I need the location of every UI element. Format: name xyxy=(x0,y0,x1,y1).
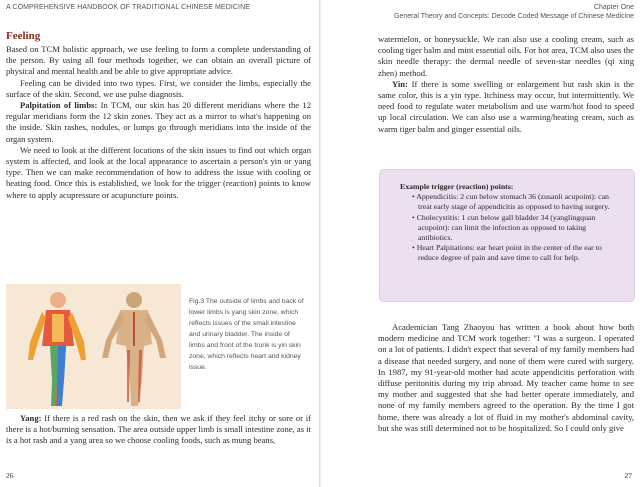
box-title: Example trigger (reaction) points: xyxy=(400,182,514,191)
list-item: • Cholecystitis: 1 cun below gall bladder 34 (yanglingquan acupoint): can limit the infection as opposed to taking antibiotics. xyxy=(412,212,596,243)
paragraph: Academician Tang Zhaoyou has written a book about how both modern medicine and TCM work together: "I was a surgeon. I operated on a lot of patients. I didn't expect that several of my family members had a disease that needed surgery, and none of them were cured with surgery. In 1987, my 91-year-old mother had acute appendicitis perforation with diffuse peritonitis during my trip abroad. My teacher came home to see my mother and suggested that she had better operate immediately, and none of my family members agreed to the operation. By the time I got home, there was already a lot of fluid in my mother's abdominal cavity, but she was still determined not to be hospitalized. So I could only give xyxy=(378,322,634,433)
chapter-label: Chapter One xyxy=(593,4,634,11)
running-header-right xyxy=(394,3,634,21)
page-number: 26 xyxy=(6,471,14,480)
paragraph: Yang: If there is a red rash on the skin, then we ask if they feel itchy or sore or if there is a hot/burning sensation. The area outside upper limb is small intestine zone, as it is a hot rash and a yang area so we choose cooling foods, such as mung beans, xyxy=(6,413,311,446)
left-body-text xyxy=(6,30,311,201)
paragraph-label: Yin: xyxy=(392,78,408,89)
paragraph: watermelon, or honeysuckle. We can also use a cooling cream, such as cooling tiger balm and mint essential oils. For hot area, TCM also uses the skin needle therapy: the dermal needle of seven-star needles (qi xing zhen) method. xyxy=(378,34,634,78)
acupuncture-figure-image xyxy=(6,284,181,409)
paragraph: Feeling can be divided into two types. First, we consider the limbs, especially the surface of the skin. Second, we use pulse diagnosis. xyxy=(6,77,311,99)
paragraph: Yin: If there is some swelling or enlargement but rash skin is the same color, this is a yin type. Itchiness may occur, but intermittently. We need food to regulate water metabolism and use warm/hot food to speed up local circulation. We can also use a warming/heating cream, such as warm tiger balm and ginger essential oils. xyxy=(378,78,634,134)
paragraph: We need to look at the different locations of the skin issues to find out which organ system is affected, and look at the local appearance to ascertain a person's yin or yang type. Then we can make recommendation of how to address the issue with cooling or heating food. Once this is established, we look for the trigger (reaction) points to know where to apply acupressure or acupuncture points. xyxy=(6,144,311,200)
list-item: • Heart Palpitations: ear heart point in the center of the ear to reduce degree of pain and save time to call for help. xyxy=(412,243,602,263)
page-number: 27 xyxy=(624,471,632,480)
chapter-title: General Theory and Concepts: Decode Coded Message of Chinese Medicine xyxy=(394,13,634,20)
right-page xyxy=(320,0,640,487)
trigger-points-box xyxy=(380,170,634,301)
section-heading: Feeling xyxy=(6,30,41,42)
acupuncture-figures-illustration xyxy=(6,284,181,409)
right-body-text xyxy=(378,34,634,135)
paragraph-label: Yang: xyxy=(20,413,42,423)
trigger-points-content xyxy=(400,182,618,264)
paragraph: Palpitation of limbs: In TCM, our skin has 20 different meridians where the 12 regular meridians form the 12 skin zones. They act as a mirror to what's happening on the inside. Skin rashes, nodules, or lumps go through meridians into the inside of the organ system. xyxy=(6,100,311,144)
paragraph-label: Palpitation of limbs: xyxy=(20,100,98,111)
list-item: • Appendicitis: 2 cun below stomach 36 (zusanli acupoint): can treat early stage of appendicitis as opposed to having surgery. xyxy=(412,192,610,212)
right-body-continued xyxy=(378,322,634,434)
left-body-continued xyxy=(6,413,311,447)
paragraph: Based on TCM holistic approach, we use feeling to form a complete understanding of the person. By using all four methods together, we can obtain an overall picture of physical and mental health and be able to give appropriate advice. xyxy=(6,44,311,77)
running-header-left: A COMPREHENSIVE HANDBOOK OF TRADITIONAL CHINESE MEDICINE xyxy=(6,4,251,11)
figure-caption: Fig.3 The outside of limbs and back of lower limbs is yang skin zone, which reflects issues of the small intestine and urinary bladder. The inside of limbs and front of the trunk is yin skin zone, which reflects heart and kidney issue. xyxy=(189,298,304,371)
